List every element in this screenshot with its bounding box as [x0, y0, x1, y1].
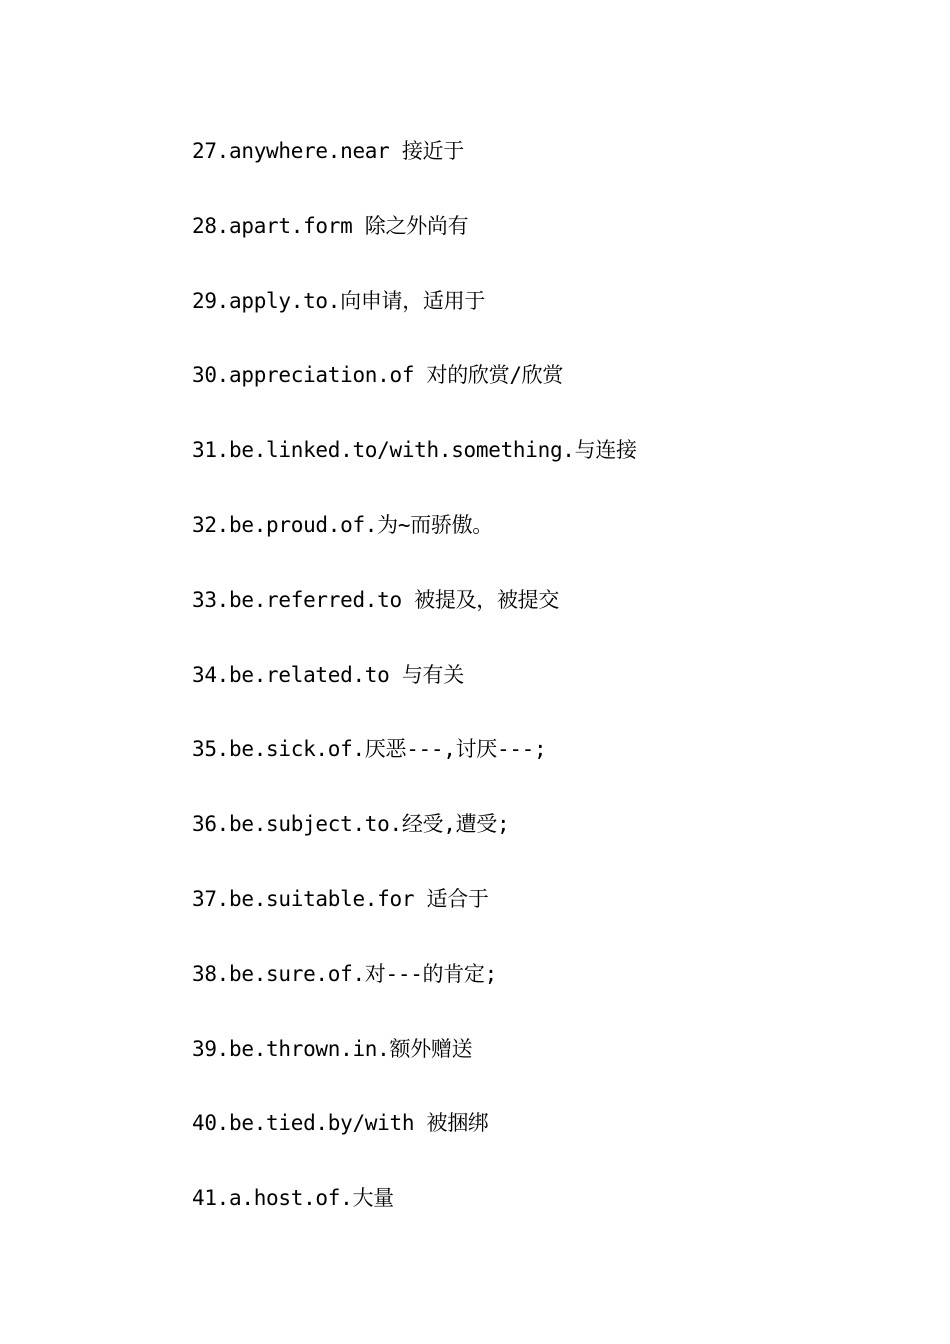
list-item: 38.be.sure.of.对---的肯定;: [192, 961, 497, 986]
list-item: 28.apart.form 除之外尚有: [192, 213, 469, 238]
list-item: 27.anywhere.near 接近于: [192, 139, 464, 163]
phrase-list: [192, 134, 637, 1256]
list-item: 33.be.referred.to 被提及，被提交: [192, 587, 560, 612]
list-item: 39.be.thrown.in.额外赠送: [192, 1036, 473, 1061]
list-item: 29.apply.to.向申请，适用于: [192, 288, 486, 313]
list-item: 35.be.sick.of.厌恶---,讨厌---;: [192, 737, 547, 762]
list-item: 37.be.suitable.for 适合于: [192, 886, 489, 911]
list-item: 32.be.proud.of.为~而骄傲。: [192, 512, 493, 537]
list-item: 41.a.host.of.大量: [192, 1186, 394, 1211]
list-item: 40.be.tied.by/with 被捆绑: [192, 1111, 489, 1136]
list-item: 34.be.related.to 与有关: [192, 662, 464, 687]
list-item: 36.be.subject.to.经受,遭受;: [192, 812, 510, 837]
list-item: 30.appreciation.of 对的欣赏/欣赏: [192, 363, 564, 388]
list-item: 31.be.linked.to/with.something.与连接: [192, 438, 637, 463]
